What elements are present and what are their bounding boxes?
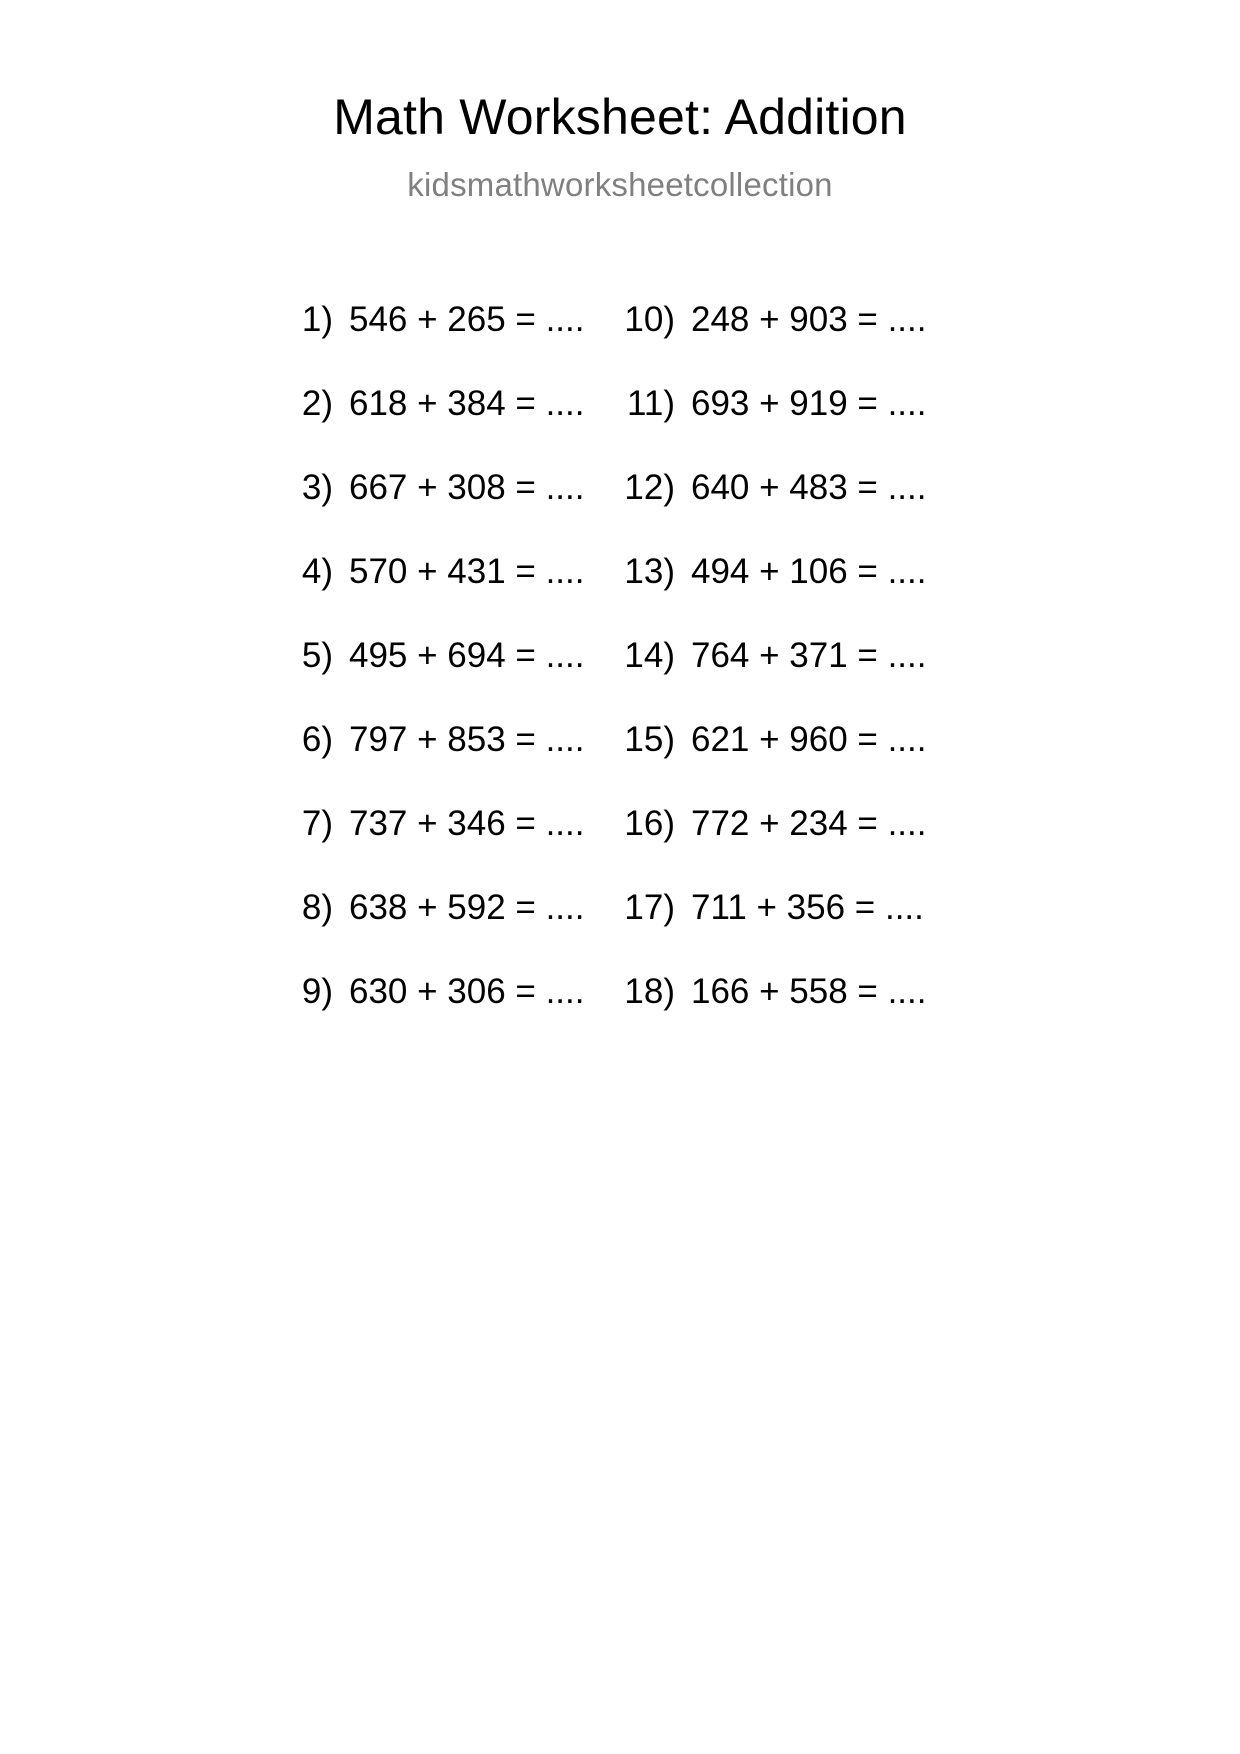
problem-item	[605, 446, 965, 530]
problem-item	[605, 866, 965, 950]
problem-expression: 737 + 346 = ....	[349, 804, 585, 843]
problems-area	[0, 278, 1240, 1034]
problem-item	[605, 614, 965, 698]
problem-number: 17)	[624, 888, 675, 927]
problem-number: 15)	[624, 720, 675, 759]
problem-item	[275, 950, 605, 1034]
problem-item	[275, 362, 605, 446]
problem-number: 3)	[301, 468, 333, 507]
problem-item	[275, 614, 605, 698]
problem-number: 11)	[627, 384, 675, 423]
problem-expression: 621 + 960 = ....	[691, 720, 927, 759]
problem-item	[605, 698, 965, 782]
page-title: Math Worksheet: Addition	[333, 89, 907, 145]
problem-expression: 248 + 903 = ....	[691, 300, 927, 339]
problem-number: 14)	[624, 636, 675, 675]
problem-item	[605, 278, 965, 362]
problem-item	[275, 278, 605, 362]
problem-item	[605, 950, 965, 1034]
problem-expression: 618 + 384 = ....	[349, 384, 585, 423]
problem-number: 12)	[624, 468, 675, 507]
problem-number: 2)	[301, 384, 333, 423]
problem-item	[275, 782, 605, 866]
problem-expression: 638 + 592 = ....	[349, 888, 585, 927]
problem-number: 10)	[624, 300, 675, 339]
problem-number: 13)	[624, 552, 675, 591]
problem-number: 4)	[301, 552, 333, 591]
problem-number: 5)	[301, 636, 333, 675]
problem-expression: 640 + 483 = ....	[691, 468, 927, 507]
problem-expression: 711 + 356 = ....	[691, 888, 924, 927]
problem-expression: 764 + 371 = ....	[691, 636, 927, 675]
problem-item	[275, 866, 605, 950]
problem-expression: 797 + 853 = ....	[349, 720, 585, 759]
problem-expression: 667 + 308 = ....	[349, 468, 585, 507]
problem-number: 18)	[624, 972, 675, 1011]
problem-item	[275, 446, 605, 530]
problem-item	[275, 698, 605, 782]
problem-expression: 570 + 431 = ....	[349, 552, 585, 591]
problem-number: 9)	[301, 972, 333, 1011]
problem-item	[605, 362, 965, 446]
problem-number: 7)	[301, 804, 333, 843]
problem-expression: 495 + 694 = ....	[349, 636, 585, 675]
problem-expression: 630 + 306 = ....	[349, 972, 585, 1011]
problem-column-left	[275, 278, 605, 1034]
problem-item	[605, 782, 965, 866]
problem-number: 16)	[624, 804, 675, 843]
problem-number: 1)	[301, 300, 333, 339]
page-subtitle: kidsmathworksheetcollection	[407, 166, 833, 203]
problem-expression: 693 + 919 = ....	[691, 384, 927, 423]
problem-expression: 166 + 558 = ....	[691, 972, 927, 1011]
problem-item	[605, 530, 965, 614]
problem-number: 6)	[301, 720, 333, 759]
problem-number: 8)	[301, 888, 333, 927]
problem-expression: 772 + 234 = ....	[691, 804, 927, 843]
problem-expression: 494 + 106 = ....	[691, 552, 927, 591]
problem-column-right	[605, 278, 965, 1034]
problem-item	[275, 530, 605, 614]
problem-expression: 546 + 265 = ....	[349, 300, 585, 339]
